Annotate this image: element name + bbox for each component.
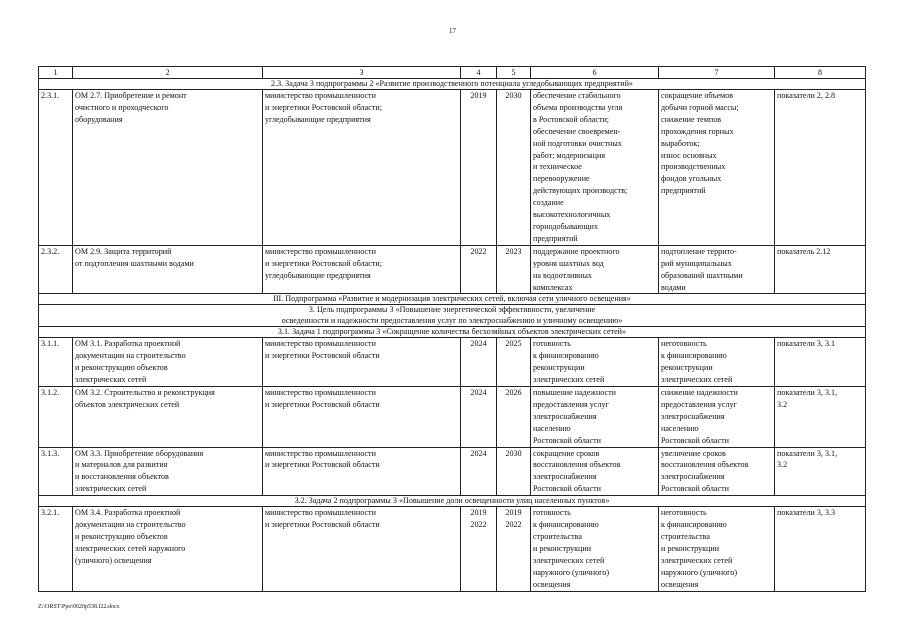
cell-line: прохождения горных xyxy=(661,126,734,136)
cell-line: документации на строительство xyxy=(75,351,186,361)
responsible-executor xyxy=(263,387,461,448)
cell-line: водами xyxy=(661,282,686,292)
cell-line: электрических сетей xyxy=(75,484,147,494)
page-number: 17 xyxy=(449,27,456,35)
section-heading: III. Подпрограмма «Развитие и модернизация электрических сетей, включая сети уличного освещения» xyxy=(39,294,866,305)
cell-line: работ; модернизация xyxy=(533,150,606,160)
end-year xyxy=(497,245,531,294)
cell-line: электроснабжения xyxy=(533,411,597,421)
cell-line: от подтопления шахтными водами xyxy=(75,258,194,268)
cell-line: министерство промышленности xyxy=(265,91,376,100)
table-row xyxy=(39,338,866,387)
cell-line: 2024 xyxy=(470,388,487,398)
start-year xyxy=(461,447,497,496)
cell-line: показатели 3, 3.1, xyxy=(777,448,838,458)
cell-line: осведенности и надежности предоставления услуг по электроснабжению и уличному освещению» xyxy=(281,315,623,325)
cell-line: электрических сетей наружного xyxy=(75,543,186,553)
cell-line: угледобывающие предприятия xyxy=(265,114,371,124)
cell-line: 2025 xyxy=(505,339,522,349)
expected-result xyxy=(531,245,659,294)
cell-line: и реконструкцию объектов xyxy=(75,532,168,541)
cell-line: поддержание проектного xyxy=(533,246,620,256)
cell-line: наружного (уличного) xyxy=(661,567,738,577)
cell-line: 2023 xyxy=(505,246,522,256)
start-year xyxy=(461,245,497,294)
cell-line: перевооружение xyxy=(533,174,590,184)
cell-line: министерство промышленности xyxy=(265,246,376,256)
cell-line: к финансированию xyxy=(661,351,727,361)
cell-line: министерство промышленности xyxy=(265,388,376,398)
cell-line: и энергетики Ростовской области xyxy=(265,399,380,409)
table-row xyxy=(39,507,866,591)
end-year xyxy=(497,338,531,387)
cell-line: и техническое xyxy=(533,162,582,172)
indicator-link xyxy=(775,338,866,387)
cell-line: выработок; xyxy=(661,138,700,148)
cell-line: готовность xyxy=(533,508,571,518)
column-number: 3 xyxy=(263,67,461,79)
start-year xyxy=(461,90,497,246)
expected-result xyxy=(531,447,659,496)
section-heading-row xyxy=(39,79,866,90)
cell-line: и энергетики Ростовской области; xyxy=(265,258,382,268)
non-implementation-consequence xyxy=(659,338,775,387)
cell-line: обеспечение своевремен- xyxy=(533,126,621,136)
end-year xyxy=(497,507,531,591)
section-heading-row xyxy=(39,294,866,305)
cell-line: в Ростовской области; xyxy=(533,114,610,124)
cell-line: 2024 xyxy=(470,448,487,458)
table-row xyxy=(39,387,866,448)
measure-number: 3.1.1. xyxy=(39,338,73,387)
cell-line: предоставления услуг xyxy=(661,399,737,409)
cell-line: электроснабжения xyxy=(661,472,725,482)
cell-line: предприятий xyxy=(533,233,578,243)
cell-line: обеспечение стабильного xyxy=(533,91,621,100)
column-number-row xyxy=(39,67,866,79)
cell-line: и реконструкции xyxy=(661,543,720,553)
measure-name xyxy=(73,90,263,246)
cell-line: износ основных xyxy=(661,150,717,160)
cell-line: производственных xyxy=(661,162,726,172)
start-year xyxy=(461,338,497,387)
cell-line: Ростовской области xyxy=(533,484,601,494)
cell-line: электрических сетей xyxy=(661,375,733,385)
cell-line: ОМ 3.4. Разработка проектной xyxy=(75,508,181,518)
cell-line: наружного (уличного) xyxy=(533,567,610,577)
cell-line: (уличного) освещения xyxy=(75,555,152,565)
cell-line: на водоотливных xyxy=(533,270,592,280)
cell-line: и реконструкцию объектов xyxy=(75,363,168,373)
cell-line: рий муниципальных xyxy=(661,258,732,268)
responsible-executor xyxy=(263,447,461,496)
measure-number: 2.3.1. xyxy=(39,90,73,246)
cell-line: 2022 xyxy=(505,520,522,530)
cell-line: 2019 xyxy=(505,508,522,518)
start-year xyxy=(461,507,497,591)
cell-line: снижение темпов xyxy=(661,114,722,124)
measure-number: 3.1.2. xyxy=(39,387,73,448)
cell-line: показатели 3, 3.3 xyxy=(777,508,836,518)
indicator-link xyxy=(775,387,866,448)
column-number: 8 xyxy=(775,67,866,79)
cell-line: ОМ 3.2. Строительство и реконструкция xyxy=(75,388,215,398)
cell-line: сокращение сроков xyxy=(533,448,600,458)
cell-line: министерство промышленности xyxy=(265,448,376,458)
expected-result xyxy=(531,90,659,246)
measure-name xyxy=(73,447,263,496)
table-row xyxy=(39,245,866,294)
cell-line: объектов электрических сетей xyxy=(75,399,180,409)
cell-line: 3. Цель подпрограммы 3 «Повышение энергетической эффективности, увеличение xyxy=(308,305,596,315)
expected-result xyxy=(531,507,659,591)
cell-line: увеличение сроков xyxy=(661,448,726,458)
cell-line: освещения xyxy=(661,579,699,589)
cell-line: электроснабжения xyxy=(533,472,597,482)
end-year xyxy=(497,387,531,448)
cell-line: ной подготовки очистных xyxy=(533,138,622,148)
responsible-executor xyxy=(263,245,461,294)
cell-line: предприятий xyxy=(661,186,706,196)
cell-line: к финансированию xyxy=(661,520,727,530)
measure-name xyxy=(73,338,263,387)
non-implementation-consequence xyxy=(659,447,775,496)
cell-line: реконструкции xyxy=(661,363,713,373)
cell-line: объема производства угля xyxy=(533,102,623,112)
goal-heading xyxy=(39,305,866,327)
cell-line: электрических сетей xyxy=(533,555,605,565)
measures-table xyxy=(38,66,866,592)
cell-line: и энергетики Ростовской области; xyxy=(265,102,382,112)
section-heading: 3.2. Задача 2 подпрограммы 3 «Повышение доли освещенности улиц населенных пунктов» xyxy=(39,496,866,507)
measure-number: 3.1.3. xyxy=(39,447,73,496)
table-row xyxy=(39,90,866,246)
non-implementation-consequence xyxy=(659,387,775,448)
section-heading: 3.1. Задача 1 подпрограммы 3 «Сокращение количества бесхозяйных объектов электрических сетей» xyxy=(39,327,866,338)
cell-line: реконструкции xyxy=(533,363,585,373)
cell-line: электроснабжения xyxy=(661,411,725,421)
cell-line: показатель 2.12 xyxy=(777,246,831,256)
cell-line: 3.2 xyxy=(777,399,788,409)
end-year xyxy=(497,90,531,246)
cell-line: подтопление террито- xyxy=(661,246,737,256)
cell-line: комплексах xyxy=(533,282,573,292)
cell-line: предоставления услуг xyxy=(533,399,609,409)
column-number: 2 xyxy=(73,67,263,79)
cell-line: высокотехнологичных xyxy=(533,210,611,220)
cell-line: к финансированию xyxy=(533,520,599,530)
cell-line: ОМ 3.3. Приобретение оборудования xyxy=(75,448,204,458)
cell-line: документации на строительство xyxy=(75,520,186,530)
cell-line: 2022 xyxy=(470,520,487,530)
indicator-link xyxy=(775,245,866,294)
cell-line: показатели 2, 2.8 xyxy=(777,91,836,100)
cell-line: сокращение объемов xyxy=(661,91,734,100)
non-implementation-consequence xyxy=(659,245,775,294)
cell-line: и восстановления объектов xyxy=(75,472,169,482)
cell-line: неготовность xyxy=(661,508,707,518)
indicator-link xyxy=(775,90,866,246)
cell-line: создание xyxy=(533,198,564,208)
cell-line: и энергетики Ростовской области xyxy=(265,460,380,470)
cell-line: оборудования xyxy=(75,114,123,124)
cell-line: 2030 xyxy=(505,91,522,100)
cell-line: электрических сетей xyxy=(533,375,605,385)
cell-line: показатели 3, 3.1 xyxy=(777,339,836,349)
cell-line: добычи горной массы; xyxy=(661,102,739,112)
cell-line: очистного и проходческого xyxy=(75,102,169,112)
cell-line: и энергетики Ростовской области xyxy=(265,520,380,530)
cell-line: Ростовской области xyxy=(661,435,729,445)
start-year xyxy=(461,387,497,448)
cell-line: готовность xyxy=(533,339,571,349)
measure-name xyxy=(73,245,263,294)
cell-line: ОМ 2.9. Защита территорий xyxy=(75,246,172,256)
responsible-executor xyxy=(263,507,461,591)
cell-line: действующих производств; xyxy=(533,186,628,196)
responsible-executor xyxy=(263,338,461,387)
cell-line: 2026 xyxy=(505,388,522,398)
cell-line: восстановления объектов xyxy=(533,460,621,470)
non-implementation-consequence xyxy=(659,507,775,591)
cell-line: 3.2 xyxy=(777,460,788,470)
cell-line: восстановления объектов xyxy=(661,460,749,470)
column-number: 6 xyxy=(531,67,659,79)
cell-line: Ростовской области xyxy=(533,435,601,445)
cell-line: населению xyxy=(661,423,699,433)
goal-heading-row xyxy=(39,305,866,327)
cell-line: образований шахтными xyxy=(661,270,743,280)
column-number: 1 xyxy=(39,67,73,79)
cell-line: и материалов для развития xyxy=(75,460,168,470)
table-row xyxy=(39,447,866,496)
cell-line: электрических сетей xyxy=(75,375,147,385)
cell-line: ОМ 2.7. Приобретение и ремонт xyxy=(75,91,187,100)
column-number: 4 xyxy=(461,67,497,79)
cell-line: и энергетики Ростовской области xyxy=(265,351,380,361)
cell-line: фондов угольных xyxy=(661,174,722,184)
cell-line: 2019 xyxy=(470,508,487,518)
expected-result xyxy=(531,387,659,448)
cell-line: повышение надежности xyxy=(533,388,617,398)
file-path-footer: Z:\ORST\Ppo\0620p538.f22.docx xyxy=(38,604,120,610)
cell-line: угледобывающие предприятия xyxy=(265,270,371,280)
cell-line: горнодобывающих xyxy=(533,221,599,231)
measure-name xyxy=(73,507,263,591)
section-heading-row xyxy=(39,496,866,507)
non-implementation-consequence xyxy=(659,90,775,246)
column-number: 7 xyxy=(659,67,775,79)
indicator-link xyxy=(775,507,866,591)
section-heading-row xyxy=(39,327,866,338)
expected-result xyxy=(531,338,659,387)
cell-line: 2024 xyxy=(470,339,487,349)
cell-line: освещения xyxy=(533,579,571,589)
cell-line: и реконструкции xyxy=(533,543,592,553)
cell-line: 2022 xyxy=(470,246,487,256)
cell-line: министерство промышленности xyxy=(265,339,376,349)
cell-line: министерство промышленности xyxy=(265,508,376,518)
cell-line: электрических сетей xyxy=(661,555,733,565)
measure-name xyxy=(73,387,263,448)
measure-number: 2.3.2. xyxy=(39,245,73,294)
cell-line: неготовность xyxy=(661,339,707,349)
end-year xyxy=(497,447,531,496)
section-heading: 2.3. Задача 3 подпрограммы 2 «Развитие производственного потенциала угледобывающих предприятий» xyxy=(39,79,866,90)
measure-number: 3.2.1. xyxy=(39,507,73,591)
cell-line: населению xyxy=(533,423,571,433)
responsible-executor xyxy=(263,90,461,246)
cell-line: уровня шахтных вод xyxy=(533,258,604,268)
cell-line: строительства xyxy=(533,532,582,541)
cell-line: 2030 xyxy=(505,448,522,458)
cell-line: ОМ 3.1. Разработка проектной xyxy=(75,339,181,349)
indicator-link xyxy=(775,447,866,496)
cell-line: строительства xyxy=(661,532,710,541)
cell-line: 2019 xyxy=(470,91,487,100)
cell-line: Ростовской области xyxy=(661,484,729,494)
cell-line: показатели 3, 3.1, xyxy=(777,388,838,398)
column-number: 5 xyxy=(497,67,531,79)
cell-line: к финансированию xyxy=(533,351,599,361)
cell-line: снижение надежности xyxy=(661,388,738,398)
